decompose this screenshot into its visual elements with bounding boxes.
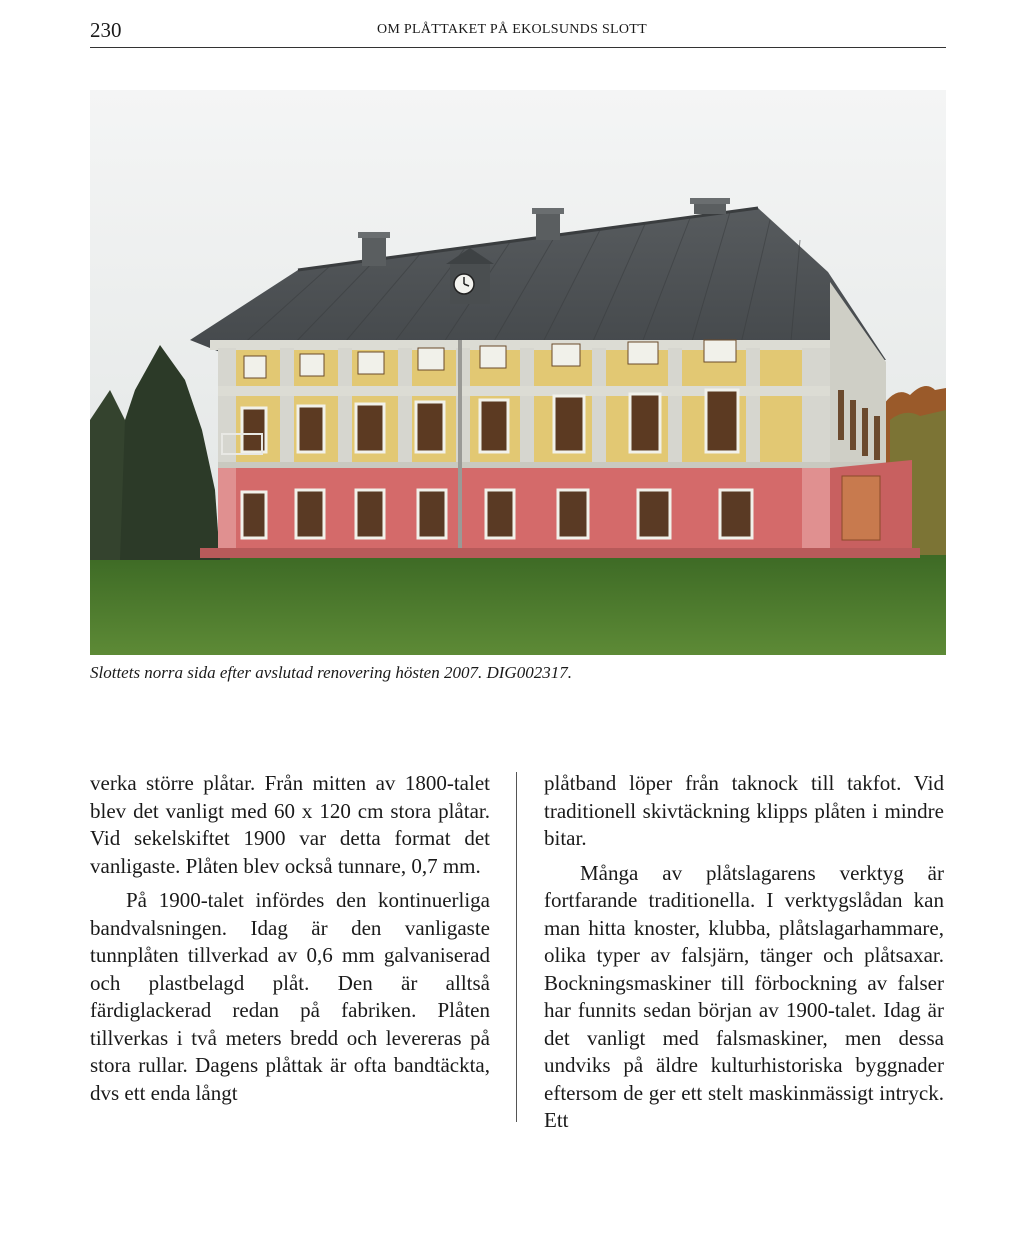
running-head: OM PLÅTTAKET PÅ EKOLSUNDS SLOTT: [376, 22, 648, 37]
column-divider: [516, 772, 517, 1122]
paragraph: verka större plåtar. Från mitten av 1800-talet blev det vanligt med 60 x 120 cm stora plåtar. Vid sekelskiftet 1900 var detta format det vanligaste. Plåten blev också tunnare, 0,7 mm.: [90, 771, 490, 878]
text-column-right: [544, 770, 944, 1135]
side-door: [842, 476, 880, 540]
castle-photo: [90, 90, 946, 655]
chimney: [536, 212, 560, 240]
paragraph: Många av plåtslagarens verktyg är fortfarande traditionella. I verktygslådan kan man hitta knoster, klubba, plåtslagarhammare, olika typer av falsjärn, tänger och plåtsaxar. Bockningsmaskiner till förbockning av falser har funnits sedan början av 1900-talet. Idag är det vanligt med falsmaskiner, men dessa undviks på äldre kulturhistoriska byggnader eftersom de ger ett stelt maskinmässigt intryck. Ett: [544, 860, 944, 1132]
chimney: [362, 236, 386, 266]
page-number: 230: [90, 18, 122, 42]
lawn: [90, 555, 946, 655]
figure-caption: Slottets norra sida efter avslutad renovering hösten 2007. DIG002317.: [90, 663, 572, 682]
header-rule: [90, 47, 946, 48]
paragraph: plåtband löper från taknock till takfot. Vid traditionell skivtäckning klipps plåten i mindre bitar.: [544, 771, 944, 850]
text-column-left: [90, 770, 490, 1107]
paragraph: På 1900-talet infördes den kontinuerliga bandvalsningen. Idag är den vanligaste tunnplåten tillverkad av 0,6 mm galvaniserad och plastbelagd plåt. Den är alltså färdiglackerad redan på fabriken. Plåten tillverkas i två meters bredd och levereras på stora rullar. Dagens plåttak är ofta bandtäckta, dvs ett enda långt: [90, 888, 490, 1105]
